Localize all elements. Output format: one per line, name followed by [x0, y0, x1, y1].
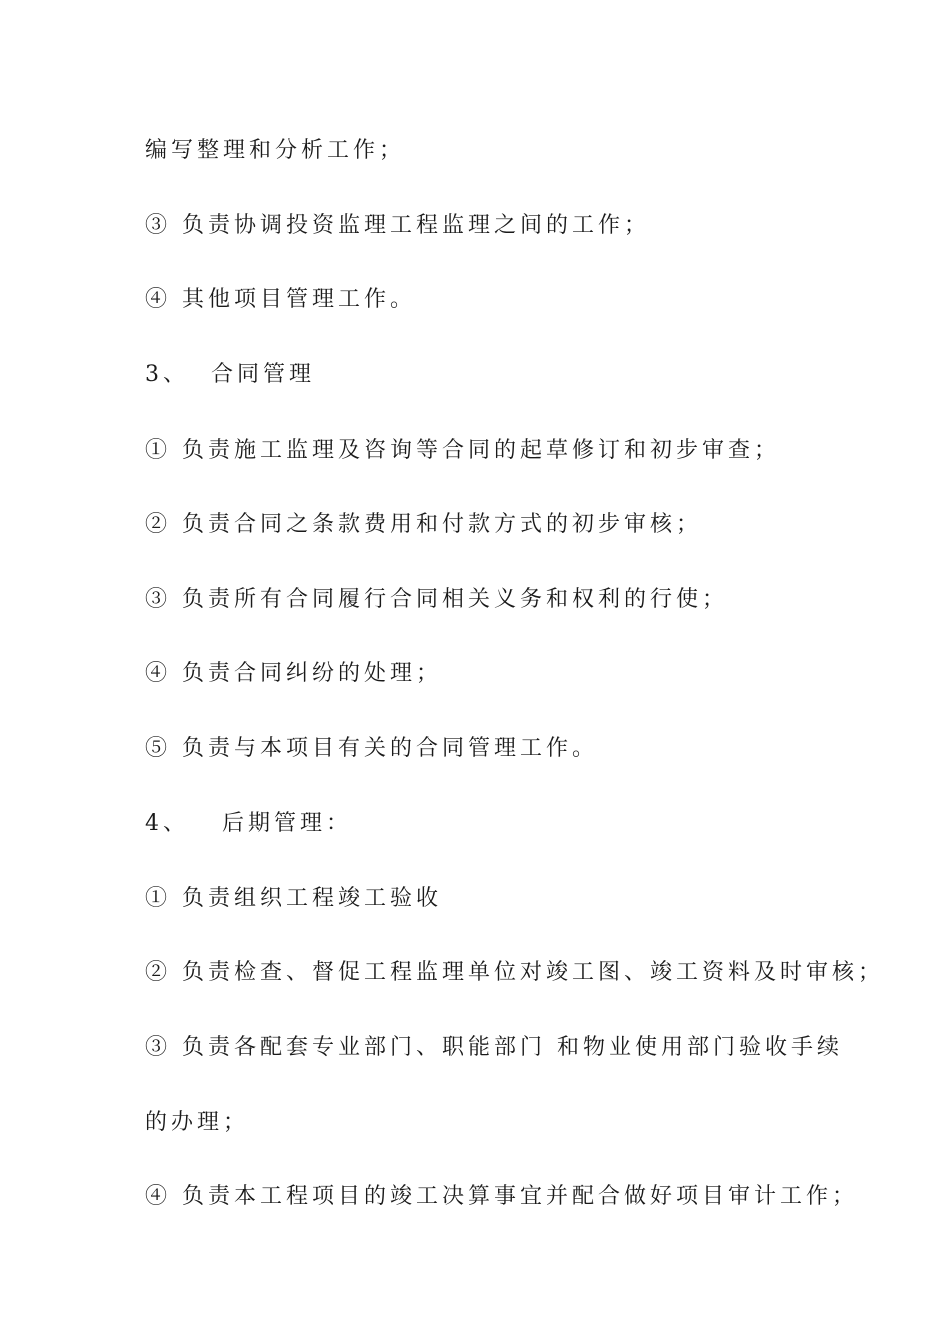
list-item: ④ 负责合同纠纷的处理；: [145, 661, 442, 686]
list-item: ④ 负责本工程项目的竣工决算事宜并配合做好项目审计工作；: [145, 1184, 858, 1209]
list-item: ③ 负责协调投资监理工程监理之间的工作；: [145, 213, 650, 238]
list-item: ① 负责组织工程竣工验收: [145, 886, 442, 911]
list-item: ③ 负责各配套专业部门、职能部门 和物业使用部门验收手续: [145, 1035, 843, 1060]
list-item: ② 负责合同之条款费用和付款方式的初步审核；: [145, 512, 702, 537]
list-item: ⑤ 负责与本项目有关的合同管理工作。: [145, 736, 598, 761]
text-line: 的办理；: [145, 1110, 250, 1135]
section-heading-post-management: 4、 后期管理：: [145, 811, 352, 836]
list-item: ① 负责施工监理及咨询等合同的起草修订和初步审查；: [145, 438, 780, 463]
section-heading-contract-management: 3、 合同管理: [145, 362, 315, 387]
list-item: ③ 负责所有合同履行合同相关义务和权利的行使；: [145, 587, 728, 612]
list-item: ④ 其他项目管理工作。: [145, 287, 416, 312]
text-line: 编写整理和分析工作；: [145, 138, 406, 163]
list-item: ② 负责检查、督促工程监理单位对竣工图、竣工资料及时审核；: [145, 960, 884, 985]
